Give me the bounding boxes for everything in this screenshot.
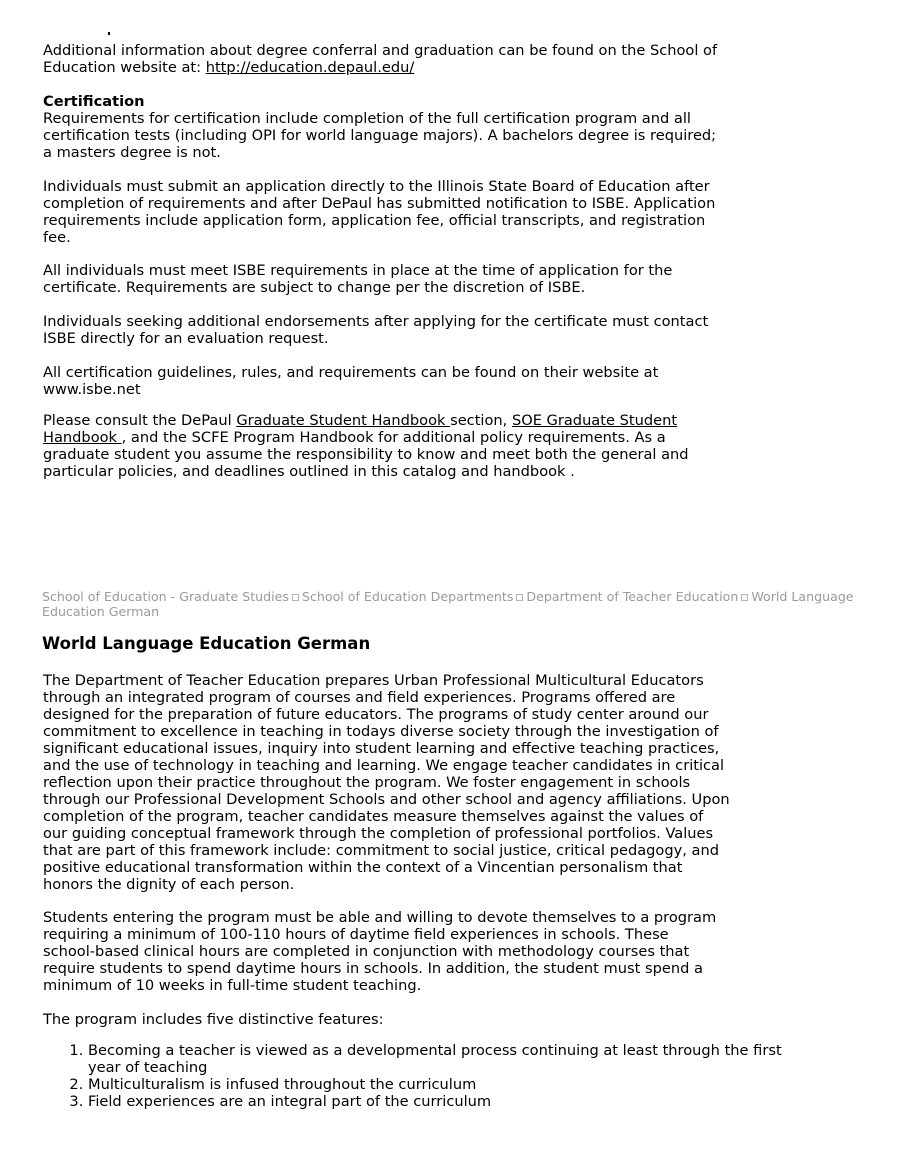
certification-paragraph-5: All certification guidelines, rules, and requirements can be found on their website at www.isbe.net (43, 364, 659, 398)
certification-paragraph-4: Individuals seeking additional endorsements after applying for the certificate must contact ISBE directly for an evaluation request. (43, 313, 709, 347)
breadcrumb-item-departments[interactable]: School of Education Departments (301, 589, 514, 604)
graduate-student-handbook-link[interactable]: Graduate Student Handbook (236, 412, 451, 429)
breadcrumb-item-graduate-studies[interactable]: School of Education - Graduate Studies (42, 589, 289, 604)
degree-info-text: Additional information about degree conferral and graduation can be found on the School of Education website at: (43, 42, 718, 76)
breadcrumb-item-current: World Language Education German (42, 589, 854, 619)
policy-paragraph (43, 412, 763, 480)
certification-paragraph-1: Requirements for certification include completion of the full certification program and all certification tests (including OPI for world language majors). A bachelors degree is required; a masters degree is not. (43, 110, 717, 161)
breadcrumb-separator-icon (741, 594, 748, 601)
certification-paragraph-3: All individuals must meet ISBE requirements in place at the time of application for the certificate. Requirements are subject to change per the discretion of ISBE. (43, 262, 673, 296)
program-paragraph-2: Students entering the program must be able and willing to devote themselves to a program requiring a minimum of 100-110 hours of daytime field experiences in schools. These school-based clinical hours are completed in conjunction with methodology courses that require students to spend daytime hours in schools. In addition, the student must spend a minimum of 10 weeks in full-time student teaching. (43, 909, 717, 994)
breadcrumb-separator-icon (516, 594, 523, 601)
clipped-text-fragment (108, 32, 110, 35)
degree-info-paragraph (43, 42, 763, 76)
policy-text-before: Please consult the DePaul (43, 412, 237, 429)
certification-heading: Certification (43, 93, 145, 110)
list-item: 3. Field experiences are an integral part of the curriculum (88, 1093, 788, 1110)
breadcrumb-separator-icon (292, 594, 299, 601)
list-item: 1. Becoming a teacher is viewed as a developmental process continuing at least through the first year of teaching (88, 1042, 788, 1076)
soe-handbook-link-line2[interactable]: Handbook (43, 429, 122, 446)
list-item: 2. Multiculturalism is infused throughout the curriculum (88, 1076, 788, 1093)
features-intro: The program includes five distinctive features: (43, 1011, 384, 1028)
policy-text-after: , and the SCFE Program Handbook for additional policy requirements. As a graduate student you assume the responsibility to know and meet both the general and particular policies, and deadlines outlined in this catalog and handbook . (43, 429, 689, 480)
soe-handbook-link-line1[interactable]: SOE Graduate Student (511, 412, 678, 429)
certification-paragraph-2: Individuals must submit an application directly to the Illinois State Board of Education after completion of requirements and after DePaul has submitted notification to ISBE. Application requirements include application form, application fee, official transcripts, and registration fee. (43, 178, 716, 246)
policy-text-section: section, (450, 412, 512, 429)
breadcrumb-item-teacher-education[interactable]: Department of Teacher Education (526, 589, 739, 604)
breadcrumb (42, 589, 862, 619)
features-list (43, 1042, 788, 1110)
page-title: World Language Education German (42, 634, 371, 653)
program-paragraph-1: The Department of Teacher Education prepares Urban Professional Multicultural Educators through an integrated program of courses and field experiences. Programs offered are designed for the preparation of future educators. The programs of study center around our commitment to excellence in teaching in todays diverse society through the investigation of significant educational issues, inquiry into student learning and effective teaching practices, and the use of technology in teaching and learning. We engage teacher candidates in critical reflection upon their practice throughout the program. We foster engagement in schools through our Professional Development Schools and other school and agency affiliations. Upon completion of the program, teacher candidates measure themselves against the values of our guiding conceptual framework through the completion of professional portfolios. Values that are part of this framework include: commitment to social justice, critical pedagogy, and positive educational transformation within the context of a Vincentian personalism that honors the dignity of each person. (43, 672, 730, 893)
education-website-link[interactable]: http://education.depaul.edu/ (205, 59, 415, 76)
